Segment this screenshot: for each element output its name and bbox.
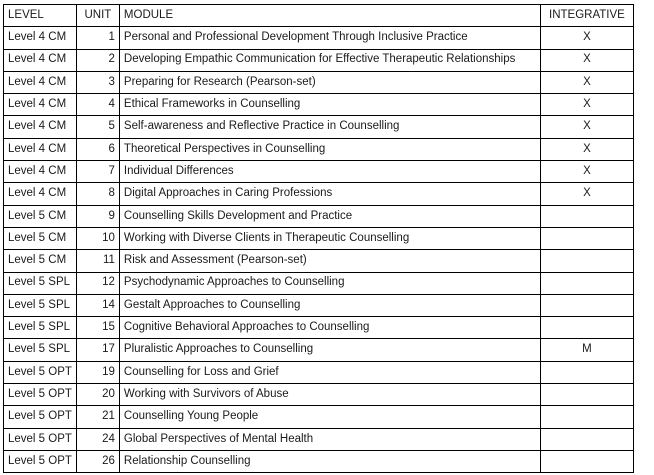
level-cell: Level 4 CM (4, 27, 77, 49)
table-row (4, 339, 634, 361)
module-cell: Psychodynamic Approaches to Counselling (119, 272, 540, 294)
level-cell: Level 4 CM (4, 138, 77, 160)
module-cell: Preparing for Research (Pearson-set) (119, 71, 540, 93)
unit-cell: 21 (76, 406, 119, 428)
unit-cell: 24 (76, 428, 119, 450)
integrative-cell (540, 227, 633, 249)
table-header (4, 5, 634, 27)
table-row (4, 428, 634, 450)
table-row (4, 317, 634, 339)
module-cell: Self-awareness and Reflective Practice in Counselling (119, 116, 540, 138)
unit-cell: 3 (76, 71, 119, 93)
integrative-cell: X (540, 183, 633, 205)
header-row (4, 5, 634, 27)
integrative-cell (540, 317, 633, 339)
integrative-cell: X (540, 71, 633, 93)
table-row (4, 94, 634, 116)
level-cell: Level 4 CM (4, 94, 77, 116)
integrative-cell (540, 294, 633, 316)
unit-cell: 6 (76, 138, 119, 160)
module-cell: Gestalt Approaches to Counselling (119, 294, 540, 316)
unit-cell: 5 (76, 116, 119, 138)
level-cell: Level 5 SPL (4, 317, 77, 339)
table-row (4, 406, 634, 428)
module-cell: Working with Diverse Clients in Therapeutic Counselling (119, 227, 540, 249)
table-row (4, 227, 634, 249)
unit-cell: 9 (76, 205, 119, 227)
module-cell: Ethical Frameworks in Counselling (119, 94, 540, 116)
integrative-cell (540, 384, 633, 406)
integrative-cell (540, 250, 633, 272)
integrative-cell: M (540, 339, 633, 361)
level-cell: Level 4 CM (4, 183, 77, 205)
module-cell: Pluralistic Approaches to Counselling (119, 339, 540, 361)
module-cell: Global Perspectives of Mental Health (119, 428, 540, 450)
integrative-cell (540, 406, 633, 428)
integrative-cell (540, 428, 633, 450)
level-cell: Level 5 SPL (4, 294, 77, 316)
integrative-cell: X (540, 116, 633, 138)
unit-cell: 11 (76, 250, 119, 272)
modules-table (3, 4, 634, 473)
unit-cell: 10 (76, 227, 119, 249)
level-cell: Level 4 CM (4, 49, 77, 71)
integrative-cell (540, 361, 633, 383)
table-row (4, 49, 634, 71)
level-cell: Level 4 CM (4, 71, 77, 93)
level-cell: Level 5 OPT (4, 384, 77, 406)
unit-cell: 8 (76, 183, 119, 205)
level-cell: Level 5 CM (4, 250, 77, 272)
table-row (4, 161, 634, 183)
table-row (4, 27, 634, 49)
level-cell: Level 5 OPT (4, 361, 77, 383)
level-cell: Level 5 SPL (4, 339, 77, 361)
module-cell: Theoretical Perspectives in Counselling (119, 138, 540, 160)
integrative-cell (540, 205, 633, 227)
table-row (4, 71, 634, 93)
table-row (4, 272, 634, 294)
module-cell: Counselling Young People (119, 406, 540, 428)
table-row (4, 450, 634, 472)
unit-cell: 7 (76, 161, 119, 183)
module-cell: Working with Survivors of Abuse (119, 384, 540, 406)
module-cell: Individual Differences (119, 161, 540, 183)
unit-cell: 2 (76, 49, 119, 71)
unit-cell: 20 (76, 384, 119, 406)
table-row (4, 250, 634, 272)
unit-cell: 1 (76, 27, 119, 49)
table-body (4, 27, 634, 473)
unit-cell: 14 (76, 294, 119, 316)
table-row (4, 183, 634, 205)
integrative-cell (540, 450, 633, 472)
unit-cell: 12 (76, 272, 119, 294)
level-cell: Level 5 OPT (4, 406, 77, 428)
header-level: LEVEL (4, 5, 77, 27)
unit-cell: 17 (76, 339, 119, 361)
unit-cell: 15 (76, 317, 119, 339)
table-row (4, 361, 634, 383)
level-cell: Level 4 CM (4, 161, 77, 183)
module-cell: Digital Approaches in Caring Professions (119, 183, 540, 205)
level-cell: Level 5 CM (4, 227, 77, 249)
table-row (4, 294, 634, 316)
table-row (4, 205, 634, 227)
module-cell: Risk and Assessment (Pearson-set) (119, 250, 540, 272)
integrative-cell: X (540, 138, 633, 160)
integrative-cell (540, 272, 633, 294)
level-cell: Level 5 CM (4, 205, 77, 227)
module-cell: Developing Empathic Communication for Effective Therapeutic Relationships (119, 49, 540, 71)
module-cell: Relationship Counselling (119, 450, 540, 472)
table-row (4, 116, 634, 138)
level-cell: Level 4 CM (4, 116, 77, 138)
header-integrative: INTEGRATIVE (540, 5, 633, 27)
integrative-cell: X (540, 27, 633, 49)
header-unit: UNIT (76, 5, 119, 27)
level-cell: Level 5 SPL (4, 272, 77, 294)
module-cell: Counselling for Loss and Grief (119, 361, 540, 383)
module-cell: Personal and Professional Development Through Inclusive Practice (119, 27, 540, 49)
integrative-cell: X (540, 161, 633, 183)
header-module: MODULE (119, 5, 540, 27)
module-cell: Cognitive Behavioral Approaches to Counselling (119, 317, 540, 339)
level-cell: Level 5 OPT (4, 450, 77, 472)
level-cell: Level 5 OPT (4, 428, 77, 450)
integrative-cell: X (540, 94, 633, 116)
unit-cell: 26 (76, 450, 119, 472)
table-row (4, 138, 634, 160)
module-cell: Counselling Skills Development and Practice (119, 205, 540, 227)
unit-cell: 4 (76, 94, 119, 116)
integrative-cell: X (540, 49, 633, 71)
table-row (4, 384, 634, 406)
unit-cell: 19 (76, 361, 119, 383)
